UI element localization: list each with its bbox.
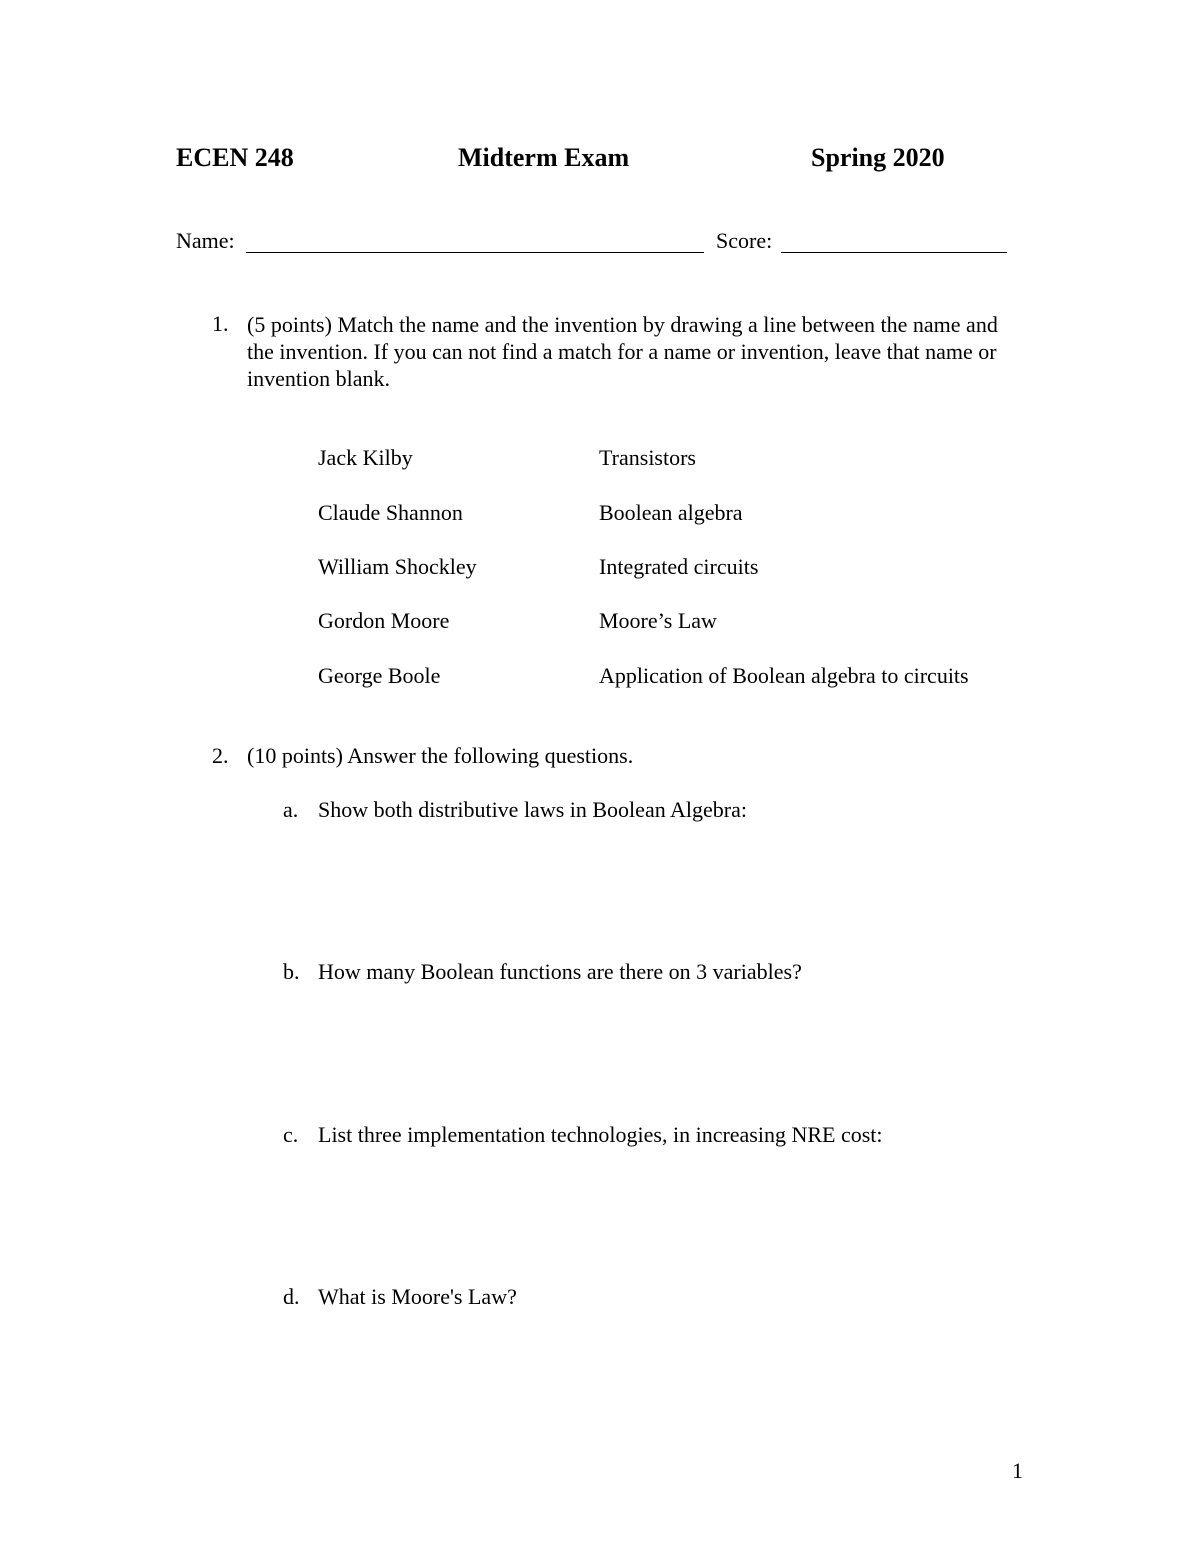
part-letter: a. [283,797,299,822]
part-question: List three implementation technologies, in increasing NRE cost: [318,1122,883,1147]
question-1-number: 1. [212,311,229,336]
question-2-text: (10 points) Answer the following questions. [247,743,634,768]
part-question: Show both distributive laws in Boolean Algebra: [318,797,747,822]
match-invention: Boolean algebra [599,500,743,525]
match-name: Gordon Moore [318,608,450,633]
name-label: Name: [176,228,235,253]
match-name: George Boole [318,663,441,688]
match-invention: Integrated circuits [599,554,759,579]
question-1-text: (5 points) Match the name and the invention by drawing a line between the name and the invention. If you can not find a match for a name or invention, leave that name or invention blank. [247,312,998,391]
match-name: William Shockley [318,554,477,579]
exam-title: Midterm Exam [458,143,630,172]
part-question: How many Boolean functions are there on 3 variables? [318,959,802,984]
name-field[interactable] [246,252,704,253]
part-letter: c. [283,1122,299,1147]
part-letter: d. [283,1284,300,1309]
match-name: Claude Shannon [318,500,463,525]
match-name: Jack Kilby [318,445,413,470]
match-invention: Transistors [599,445,696,470]
part-letter: b. [283,959,300,984]
score-label: Score: [716,228,773,253]
score-field[interactable] [781,252,1007,253]
match-invention: Application of Boolean algebra to circuits [599,663,969,688]
course-code: ECEN 248 [176,143,294,172]
page-number: 1 [1012,1458,1023,1483]
exam-term: Spring 2020 [811,143,945,172]
part-question: What is Moore's Law? [318,1284,517,1309]
match-invention: Moore’s Law [599,608,717,633]
question-2-number: 2. [212,743,229,768]
